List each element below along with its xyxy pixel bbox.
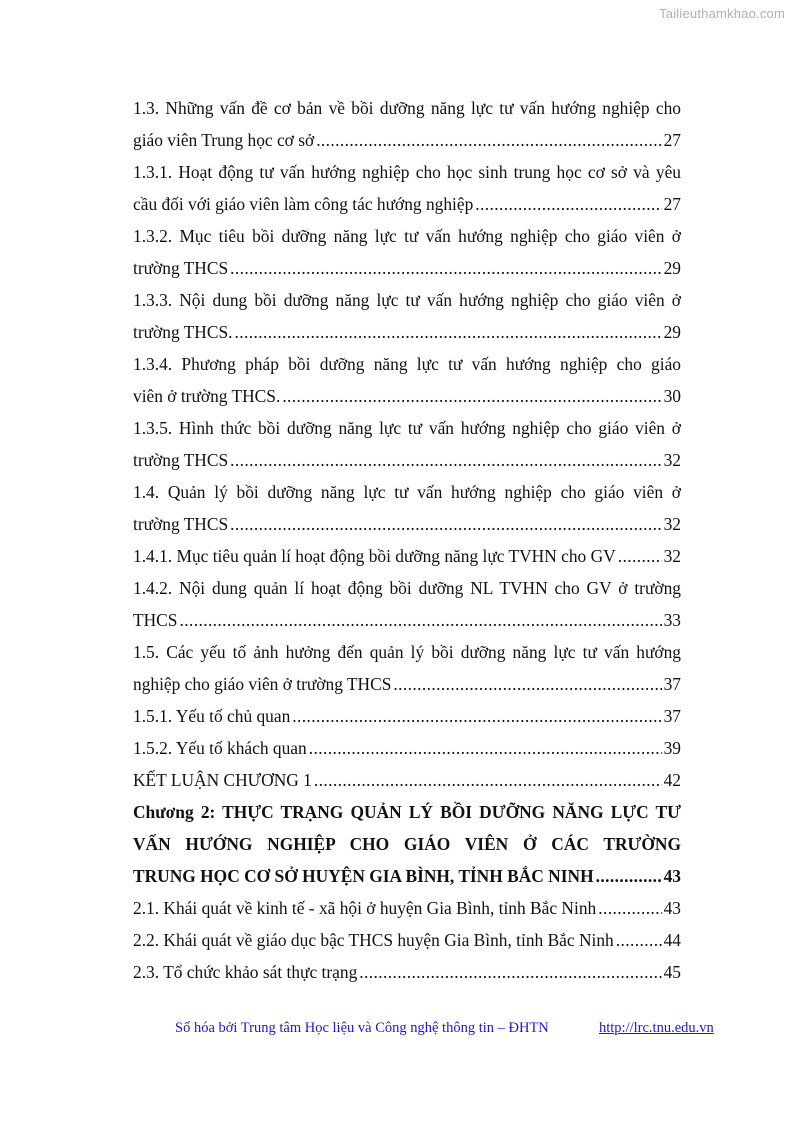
toc-entry-title: trường THCS — [133, 514, 229, 534]
toc-entry-title: 1.5.2. Yếu tố khách quan — [133, 738, 307, 758]
toc-entry[interactable] — [133, 796, 681, 892]
toc-entry[interactable] — [133, 92, 681, 156]
toc-dot-leader — [596, 860, 662, 892]
toc-dot-leader — [282, 380, 661, 412]
toc-dot-leader — [230, 252, 661, 284]
toc-entry-line: 1.4.2. Nội dung quản lí hoạt động bồi dưỡng NL TVHN cho GV ở trường — [133, 578, 681, 598]
toc-page-number: 37 — [663, 674, 681, 694]
toc-dot-leader — [475, 188, 661, 220]
toc-dot-leader — [598, 892, 661, 924]
toc-entry[interactable] — [133, 572, 681, 636]
toc-entry-title: viên ở trường THCS. — [133, 386, 281, 406]
footer-link[interactable]: http://lrc.tnu.edu.vn — [599, 1020, 714, 1036]
toc-entry-title: nghiệp cho giáo viên ở trường THCS — [133, 674, 392, 694]
toc-page-number: 42 — [663, 770, 681, 790]
toc-entry[interactable] — [133, 476, 681, 540]
toc-page-number: 37 — [663, 706, 681, 726]
toc-dot-leader — [179, 604, 661, 636]
toc-entry-line: 1.5. Các yếu tố ảnh hưởng đến quản lý bồi dưỡng năng lực tư vấn hướng — [133, 642, 681, 662]
toc-dot-leader — [292, 700, 661, 732]
toc-entry[interactable] — [133, 732, 681, 764]
toc-entry-title: TRUNG HỌC CƠ SỞ HUYỆN GIA BÌNH, TỈNH BẮC NINH — [133, 866, 594, 886]
toc-page-number: 32 — [663, 546, 681, 566]
toc-entry-line: 1.3.3. Nội dung bồi dưỡng năng lực tư vấn hướng nghiệp cho giáo viên ở — [133, 290, 681, 310]
toc-entry[interactable] — [133, 540, 681, 572]
toc-entry[interactable] — [133, 764, 681, 796]
table-of-contents — [133, 92, 681, 988]
toc-entry-title: trường THCS — [133, 258, 229, 278]
toc-entry[interactable] — [133, 220, 681, 284]
footer-publisher: Số hóa bởi Trung tâm Học liệu và Công nghệ thông tin – ĐHTN — [175, 1020, 549, 1036]
toc-dot-leader — [316, 124, 661, 156]
toc-page-number: 43 — [663, 898, 681, 918]
toc-entry-title: trường THCS — [133, 450, 229, 470]
toc-page-number: 45 — [663, 962, 681, 982]
toc-page-number: 43 — [663, 866, 681, 886]
toc-dot-leader — [618, 540, 662, 572]
toc-page-number: 44 — [663, 930, 681, 950]
toc-page-number: 27 — [663, 130, 681, 150]
toc-dot-leader — [234, 316, 661, 348]
toc-page-number: 29 — [663, 322, 681, 342]
toc-page-number: 32 — [663, 450, 681, 470]
toc-entry[interactable] — [133, 348, 681, 412]
toc-page-number: 32 — [663, 514, 681, 534]
toc-entry-line: 1.3. Những vấn đề cơ bản về bồi dưỡng năng lực tư vấn hướng nghiệp cho — [133, 98, 681, 118]
toc-entry-title: KẾT LUẬN CHƯƠNG 1 — [133, 770, 312, 790]
toc-dot-leader — [314, 764, 662, 796]
toc-entry-line: 1.3.5. Hình thức bồi dưỡng năng lực tư vấn hướng nghiệp cho giáo viên ở — [133, 418, 681, 438]
toc-entry-line: 1.3.4. Phương pháp bồi dưỡng năng lực tư vấn hướng nghiệp cho giáo — [133, 354, 681, 374]
toc-entry[interactable] — [133, 156, 681, 220]
toc-page-number: 33 — [663, 610, 681, 630]
toc-entry-title: 2.2. Khái quát về giáo dục bậc THCS huyện Gia Bình, tỉnh Bắc Ninh — [133, 930, 614, 950]
toc-dot-leader — [616, 924, 662, 956]
toc-entry-line: 1.3.1. Hoạt động tư vấn hướng nghiệp cho học sinh trung học cơ sở và yêu — [133, 162, 681, 182]
toc-page-number: 29 — [663, 258, 681, 278]
toc-page-number: 27 — [663, 194, 681, 214]
toc-entry-title: 2.3. Tổ chức khảo sát thực trạng — [133, 962, 358, 982]
toc-entry-line: 1.3.2. Mục tiêu bồi dưỡng năng lực tư vấn hướng nghiệp cho giáo viên ở — [133, 226, 681, 246]
toc-dot-leader — [230, 444, 661, 476]
toc-entry-line: 1.4. Quản lý bồi dưỡng năng lực tư vấn hướng nghiệp cho giáo viên ở — [133, 482, 681, 502]
toc-entry-line: Chương 2: THỰC TRẠNG QUẢN LÝ BỒI DƯỠNG NĂNG LỰC TƯ — [133, 802, 681, 822]
toc-dot-leader — [393, 668, 661, 700]
toc-dot-leader — [230, 508, 661, 540]
toc-entry-title: giáo viên Trung học cơ sở — [133, 130, 315, 150]
toc-entry[interactable] — [133, 636, 681, 700]
toc-entry-title: cầu đối với giáo viên làm công tác hướng nghiệp — [133, 194, 474, 214]
toc-entry-title: THCS — [133, 610, 178, 630]
toc-dot-leader — [309, 732, 662, 764]
toc-page-number: 30 — [663, 386, 681, 406]
toc-entry-title: 1.4.1. Mục tiêu quản lí hoạt động bồi dưỡng năng lực TVHN cho GV — [133, 546, 616, 566]
toc-entry[interactable] — [133, 956, 681, 988]
watermark-text: Tailieuthamkhao.com — [659, 6, 785, 21]
toc-page-number: 39 — [663, 738, 681, 758]
toc-entry-title: 1.5.1. Yếu tố chủ quan — [133, 706, 291, 726]
toc-entry[interactable] — [133, 284, 681, 348]
toc-entry-title: trường THCS. — [133, 322, 233, 342]
toc-entry[interactable] — [133, 700, 681, 732]
toc-dot-leader — [359, 956, 661, 988]
toc-entry-line: VẤN HƯỚNG NGHIỆP CHO GIÁO VIÊN Ở CÁC TRƯỜNG — [133, 834, 681, 854]
toc-entry[interactable] — [133, 412, 681, 476]
toc-entry[interactable] — [133, 892, 681, 924]
toc-entry-title: 2.1. Khái quát về kinh tế - xã hội ở huyện Gia Bình, tỉnh Bắc Ninh — [133, 898, 597, 918]
toc-entry[interactable] — [133, 924, 681, 956]
